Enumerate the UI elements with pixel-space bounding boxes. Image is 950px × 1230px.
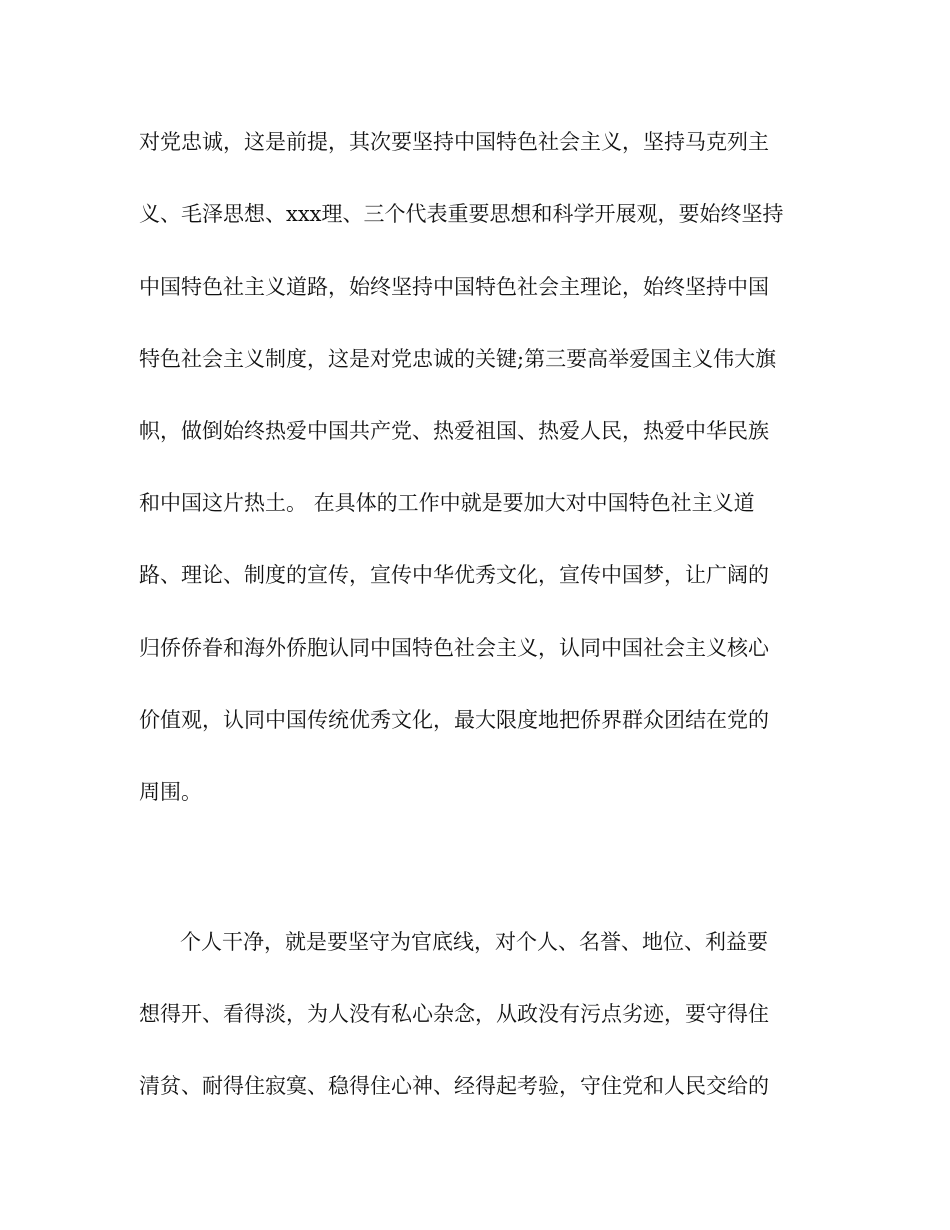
paragraph-1-line-8: 归侨侨眷和海外侨胞认同中国特色社会主义，认同中国社会主义核心 xyxy=(139,636,769,660)
paragraph-2-line-3: 清贫、耐得住寂寞、稳得住心神、经得起考验，守住党和人民交给的 xyxy=(139,1074,769,1098)
paragraph-1-line-7: 路、理论、制度的宣传，宣传中华优秀文化，宣传中国梦，让广阔的 xyxy=(139,563,769,587)
paragraph-1-line-3: 中国特色社主义道路，始终坚持中国特色社会主理论，始终坚持中国 xyxy=(139,275,769,299)
paragraph-1-line-10: 周围。 xyxy=(139,780,202,804)
paragraph-2-line-2: 想得开、看得淡，为人没有私心杂念，从政没有污点劣迹，要守得住 xyxy=(139,1002,769,1026)
paragraph-2-line-1: 个人干净，就是要坚守为官底线，对个人、名誉、地位、利益要 xyxy=(180,930,768,954)
paragraph-1-line-5: 帜，做倒始终热爱中国共产党、热爱祖国、热爱人民，热爱中华民族 xyxy=(139,419,769,443)
paragraph-1-line-2: 义、毛泽思想、xxx理、三个代表重要思想和科学开展观，要始终坚持 xyxy=(139,202,784,226)
paragraph-1-line-6: 和中国这片热土。 在具体的工作中就是要加大对中国特色社主义道 xyxy=(139,491,755,515)
paragraph-1-line-9: 价值观，认同中国传统优秀文化，最大限度地把侨界群众团结在党的 xyxy=(139,708,769,732)
paragraph-1-line-1: 对党忠诚，这是前提，其次要坚持中国特色社会主义，坚持马克列主 xyxy=(139,130,769,154)
paragraph-1-line-4: 特色社会主义制度，这是对党忠诚的关键;第三要高举爱国主义伟大旗 xyxy=(139,347,777,371)
